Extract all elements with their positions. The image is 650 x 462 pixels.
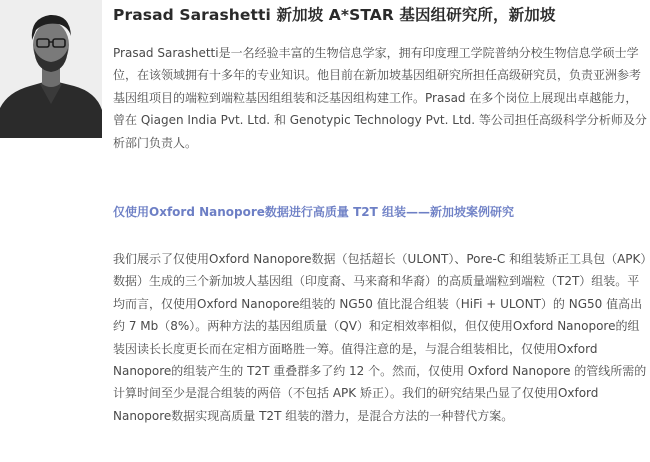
case-study-title: 仅使用Oxford Nanopore数据进行高质量 T2T 组装——新加坡案例研究 <box>113 205 514 219</box>
speaker-bio: Prasad Sarashetti是一名经验丰富的生物信息学家，拥有印度理工学院普纳分校生物信息学硕士学位，在该领域拥有十多年的专业知识。他目前在新加坡基因组研究所担任高级研究员，负责亚洲参考基因组项目的端粒到端粒基因组组装和泛基因组构建工作。Prasad 在多个岗位上展现出卓越能力，曾在 Qiagen India Pvt. Ltd. 和 Genotypic Technology Pvt. Ltd. 等公司担任高级科学分析师及分析部门负责人。 <box>113 46 647 150</box>
case-study-abstract: 我们展示了仅使用Oxford Nanopore数据（包括超长（ULONT）、Pore-C 和组装矫正工具包（APK）数据）生成的三个新加坡人基因组（印度裔、马来裔和华裔）的高质量端粒到端粒（T2T）组装。平均而言，仅使用Oxford Nanopore组装的 NG50 值比混合组装（HiFi + ULONT）的 NG50 值高出约 7 Mb（8%）。两种方法的基因组质量（QV）和定相效率相似，但仅使用Oxford Nanopore的组装因读长长度更长而在定相方面略胜一筹。值得注意的是，与混合组装相比，仅使用Oxford Nanopore的组装产生的 T2T 重叠群多了约 12 个。然而，仅使用 Oxford Nanopore 的管线所需的计算时间至少是混合组装的两倍（不包括 APK 矫正）。我们的研究结果凸显了仅使用Oxford Nanopore数据实现高质量 T2T 组装的潜力，是混合方法的一种替代方案。 <box>113 252 647 423</box>
speaker-heading: Prasad Sarashetti 新加坡 A*STAR 基因组研究所，新加坡 <box>113 6 556 24</box>
speaker-photo <box>0 0 102 138</box>
speaker-portrait <box>0 0 102 138</box>
